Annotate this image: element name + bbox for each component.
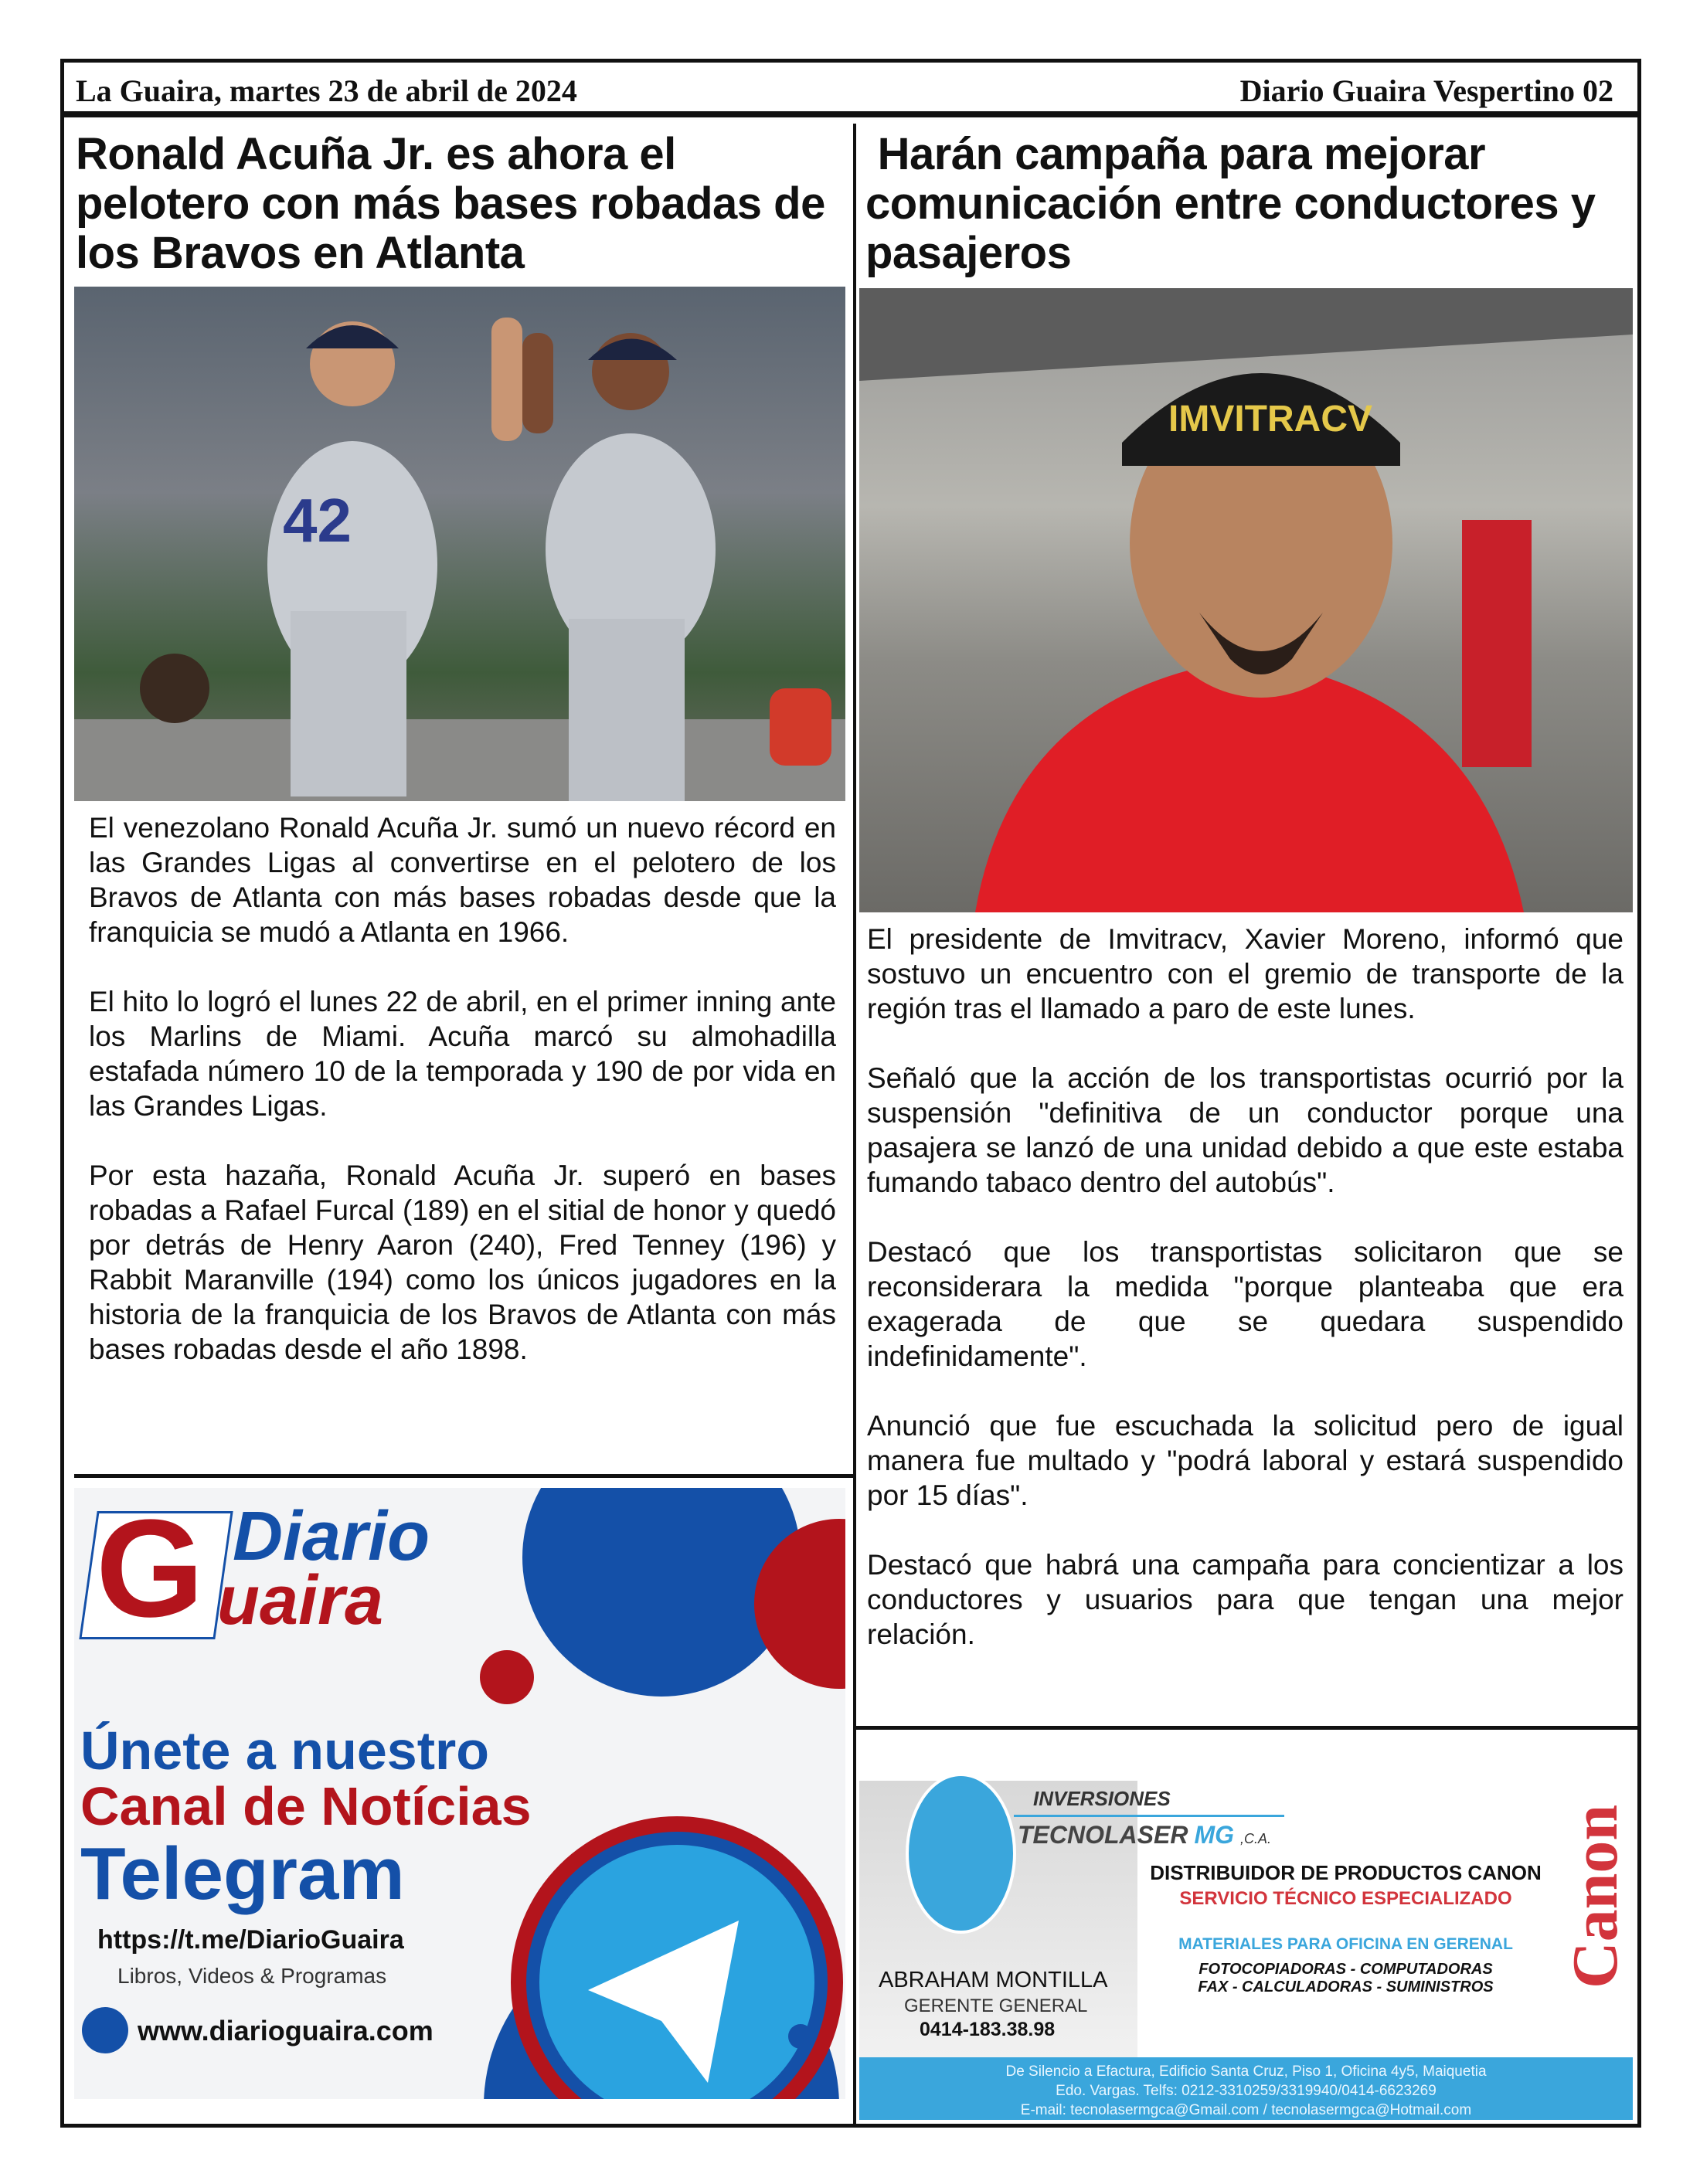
company-suffix: MG	[1194, 1821, 1234, 1849]
footer-address: De Silencio a Efactura, Edificio Santa Cruz, Piso 1, Oficina 4y5, Maiquetia	[1005, 2063, 1487, 2080]
header-rule	[60, 111, 1641, 117]
company-ca: ,C.A.	[1240, 1831, 1272, 1846]
website-link[interactable]: www.diarioguaira.com	[138, 2015, 434, 2046]
paragraph: Anunció que fue escuchada la solicitud pero de igual manera fue multado y "podrá laboral y estará suspendido por 15 días".	[867, 1410, 1624, 1511]
baseball-players-image	[74, 287, 845, 801]
column-divider	[853, 124, 856, 2125]
ad-footer	[859, 2057, 1633, 2120]
paragraph: El hito lo logró el lunes 22 de abril, en el primer inning ante los Marlins de Miami. Acuña marcó su almohadilla estafada número 10 de la temporada y 190 de por vida en las Grandes Ligas.	[89, 986, 836, 1122]
ad-products1: FOTOCOPIADORAS - COMPUTADORAS	[1198, 1960, 1493, 1978]
footer-email[interactable]: E-mail: tecnolasermgca@Gmail.com / tecnolasermgca@Hotmail.com	[1020, 2102, 1472, 2118]
canon-ad-services	[1147, 1862, 1545, 1996]
ad-products2: FAX - CALCULADORAS - SUMINISTROS	[1198, 1978, 1494, 1995]
company-name-row	[1018, 1821, 1271, 1849]
telegram-ad[interactable]	[74, 1488, 845, 2099]
paragraph: El venezolano Ronald Acuña Jr. sumó un nuevo récord en las Grandes Ligas al convertirse en el pelotero de los Bravos de Atlanta con más bases robadas desde que la franquicia se mudó a Atlanta en 1966.	[89, 812, 836, 948]
ad-materials: MATERIALES PARA OFICINA EN GERENAL	[1178, 1935, 1513, 1954]
company-logo-circle	[906, 1773, 1016, 1934]
logo-top: Diario	[233, 1498, 430, 1575]
right-headline: Harán campaña para mejorar comunicación entre conductores y pasajeros	[865, 129, 1608, 278]
interview-photo	[859, 288, 1633, 912]
baseball-photo	[74, 287, 845, 801]
footer-phones: Edo. Vargas. Telfs: 0212-3310259/3319940/0414-6623269	[1056, 2083, 1436, 2099]
header-date: La Guaira, martes 23 de abril de 2024	[76, 73, 577, 108]
ad-line3: Telegram	[80, 1832, 405, 1915]
canon-ad[interactable]	[859, 1734, 1633, 2120]
manager-phone: 0414-183.38.98	[920, 2019, 1056, 2040]
paragraph: Por esta hazaña, Ronald Acuña Jr. superó en bases robadas a Rafael Furcal (189) en el sitial de honor y quedó por detrás de Henry Aaron (240), Fred Tenney (196) y Rabbit Maranville (194) como los únicos jugadores en la historia de la franquicia de los Bravos de Atlanta con más bases robadas desde el año 1898.	[89, 1160, 836, 1365]
left-headline: Ronald Acuña Jr. es ahora el pelotero con más bases robadas de los Bravos en Atlanta	[76, 129, 825, 278]
paragraph: El presidente de Imvitracv, Xavier Moreno, informó que sostuvo un encuentro con el gremio de transporte de la región tras el llamado a paro de este lunes.	[867, 923, 1624, 1024]
canon-logo: Canon	[1559, 1804, 1631, 1989]
header-edition: Diario Guaira Vespertino 02	[1239, 73, 1613, 108]
xavier-moreno-image	[859, 288, 1633, 912]
logo-letter: G	[96, 1491, 205, 1646]
manager-name: ABRAHAM MONTILLA	[879, 1968, 1108, 1992]
cap-text: IMVITRACV	[1168, 399, 1372, 440]
ad-service: SERVICIO TÉCNICO ESPECIALIZADO	[1179, 1887, 1512, 1909]
manager-role: GERENTE GENERAL	[904, 1995, 1088, 2016]
company-name: TECNOLASER	[1018, 1821, 1188, 1849]
left-section-rule	[74, 1474, 853, 1478]
jersey-number: 42	[283, 486, 352, 555]
company-rule	[1014, 1815, 1284, 1817]
left-article-body	[89, 810, 836, 1367]
ad-subtitle: Libros, Videos & Programas	[117, 1964, 387, 1988]
right-section-rule	[856, 1726, 1641, 1730]
telegram-url[interactable]: https://t.me/DiarioGuaira	[97, 1925, 404, 1955]
logo-bottom: uaira	[217, 1562, 384, 1639]
ad-line2: Canal de Notícias	[80, 1776, 532, 1836]
company-top: INVERSIONES	[1033, 1787, 1171, 1810]
globe-icon	[82, 2007, 128, 2053]
paragraph: Señaló que la acción de los transportistas ocurrió por la suspensión "definitiva de un conductor porque una pasajera se lanzó de una unidad debido a que este estaba fumando tabaco dentro del autobús".	[867, 1062, 1624, 1198]
ad-line1: Únete a nuestro	[80, 1720, 489, 1781]
right-article-body	[867, 922, 1624, 1652]
paragraph: Destacó que habrá una campaña para concientizar a los conductores y usuarios para que tengan una mejor relación.	[867, 1549, 1624, 1650]
paragraph: Destacó que los transportistas solicitaron que se reconsiderara la medida "porque planteaba que era exagerada de que se quedara suspendido indefinidamente".	[867, 1236, 1624, 1372]
ad-distributor: DISTRIBUIDOR DE PRODUCTOS CANON	[1150, 1861, 1542, 1884]
